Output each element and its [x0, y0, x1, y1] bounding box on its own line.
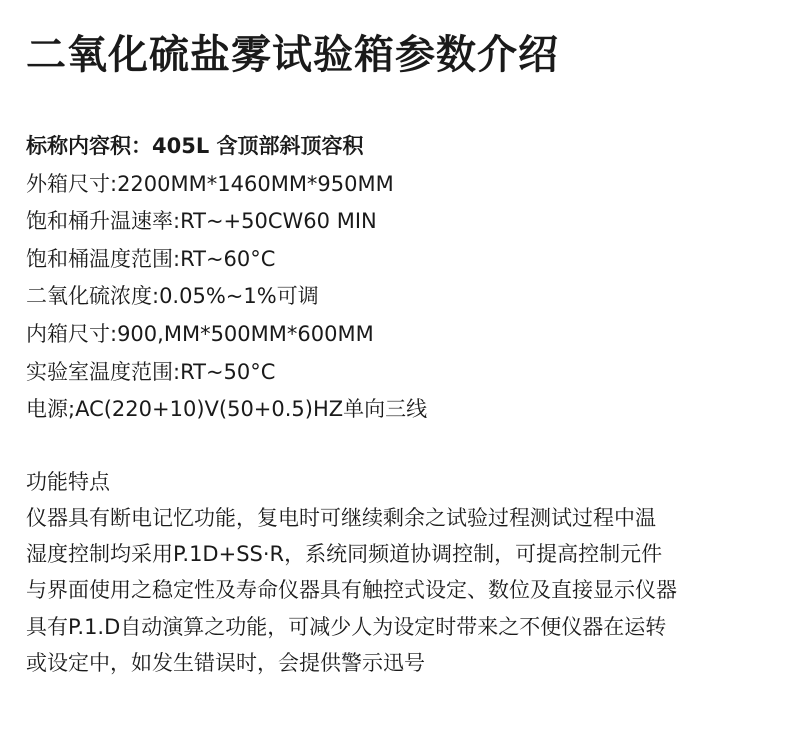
spec-list [26, 128, 786, 429]
spec-inner-dimensions: 内箱尺寸:900,MM*500MM*600MM [26, 321, 374, 346]
features-text-line: 具有P.1.D自动演算之功能，可减少人为设定时带来之不便仪器在运转 [26, 614, 667, 639]
features-text-line: 仪器具有断电记忆功能，复电时可继续剩余之试验过程测试过程中温 [26, 506, 656, 530]
spec-capacity: 标称内容积：405L 含顶部斜顶容积 [26, 134, 364, 158]
spec-outer-dimensions: 外箱尺寸:2200MM*1460MM*950MM [26, 171, 394, 196]
features-section [26, 464, 796, 681]
spec-so2-concentration: 二氧化硫浓度:0.05%~1%可调 [26, 284, 319, 309]
features-text-line: 与界面使用之稳定性及寿命仪器具有触控式设定、数位及直接显示仪器 [26, 578, 677, 603]
features-text-line: 湿度控制均采用P.1D+SS·R，系统同频道协调控制，可提高控制元件 [26, 542, 663, 567]
spec-saturator-temp-range: 饱和桶温度范围:RT~60°C [26, 246, 276, 271]
features-text-line: 或设定中，如发生错误时，会提供警示迅号 [26, 650, 425, 675]
page-title: 二氧化硫盐雾试验箱参数介绍 [26, 32, 559, 78]
spec-power: 电源;AC(220+10)V(50+0.5)HZ单向三线 [26, 397, 428, 422]
features-heading: 功能特点 [26, 470, 110, 494]
spec-lab-temp-range: 实验室温度范围:RT~50°C [26, 359, 276, 384]
spec-heating-rate: 饱和桶升温速率:RT~+50CW60 MIN [26, 209, 377, 234]
